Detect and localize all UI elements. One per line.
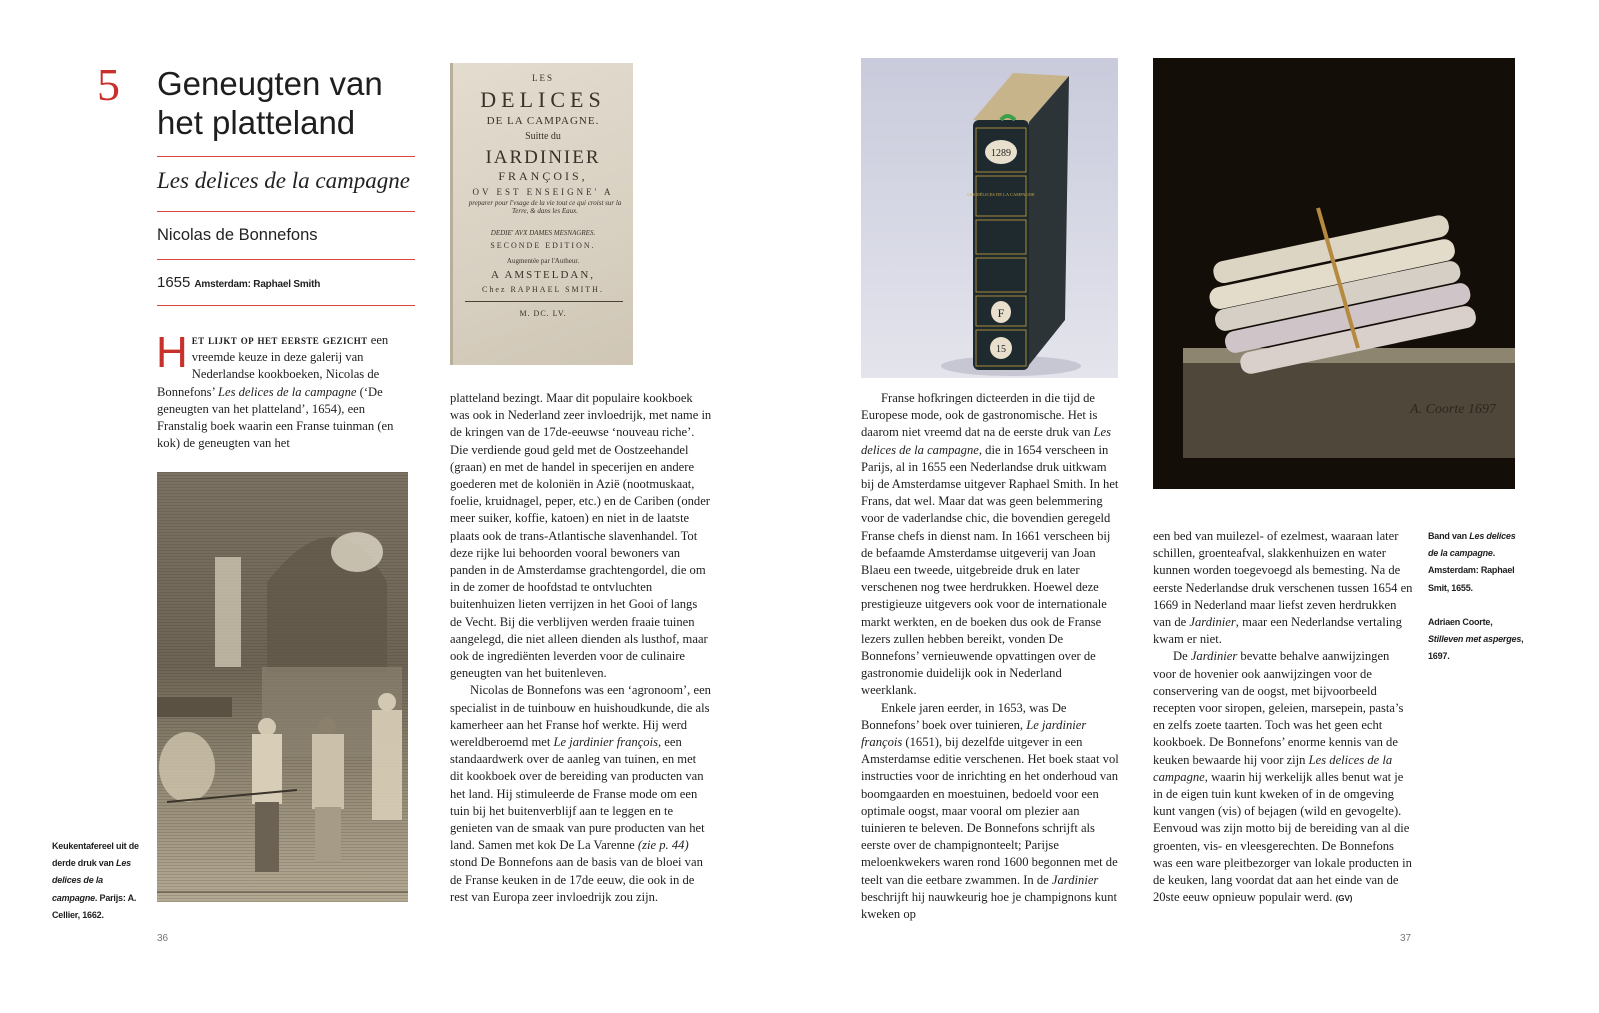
body-text: een vreemde keuze in deze galerij van Nederlandse kookboeken, Nicolas de Bonnefons’ [157,333,389,399]
author-initials: (GV) [1335,894,1353,904]
engraving-caption [52,838,147,924]
page-number-right: 37 [1400,933,1412,944]
chapter-number: 5 [97,59,120,110]
body-text: (1651), bij dezelfde uitgever in een Amsterdamse editie verschenen. Het boek staat vol instructies voor de inrichting en het onderhoud van boomgaarden en moestuinen, bedoeld voor een optimale oogst, maar vooral om plezier aan tuinieren te beleven. De Bonnefons schrijft als eerste over de champignonteelt; Parijse meloenkwekers waren rond 1600 begonnen met de teelt van die eetbare zwammen. In de [861,735,1119,887]
body-text: stond De Bonnefons aan de basis van de bloei van de Franse keuken in de 17de eeuw, die ook in de rest van Europa zeer invloedrijk zou zijn. [450,855,703,904]
body-text: Enkele jaren eerder, in 1653, was De Bonnefons’ boek over tuinieren, [861,700,1067,732]
title-page-image [450,63,633,365]
body-text: Nicolas de Bonnefons was een ‘agronoom’, een specialist in de tuinbouw en huishoudkunde, die als kamerheer aan het Franse hof werkte. Hij werd wereldberoemd met [450,683,711,750]
body-text: beschrijft hij nauwkeurig hoe je champignons kunt kweken op [861,889,1118,922]
body-text: , een standaardwerk over de aanleg van tuinen, en met dit kookboek over de bereiding van producten van het land. Hij stimuleerde de Franse mode om een tuin bij het buitenverblijf aan te leggen en te genieten van de smaak van pure producten van het land. Samen met kok De La Varenne [450,735,705,853]
body-column-4 [1153,528,1413,907]
binding-caption [1428,528,1523,597]
caption-text: Keukentafereel uit de derde druk van [52,841,139,869]
book-author: Nicolas de Bonnefons [157,226,318,244]
body-paragraph [861,390,1119,700]
title-page-line: DEDIE' AVX DAMES MESNAGRES. [490,229,596,237]
title-page-line: A AMSTELDAN, [490,269,596,281]
book-title-italic: Jardinier [1051,872,1099,887]
title-page-line: DE LA CAMPAGNE. [486,115,600,127]
publication-info [157,274,320,292]
spine-label: 15 [996,344,1006,355]
kitchen-engraving-image [157,472,408,902]
body-paragraph [1153,528,1413,648]
page-number-left: 36 [157,933,169,944]
body-paragraph [861,700,1119,924]
book-title-italic: Le jardinier françois [861,717,1087,750]
publisher: Amsterdam: Raphael Smith [194,279,321,290]
divider-rule [157,259,415,260]
body-text: een bed van muilezel- of ezelmest, waaraan later schillen, groenteafval, slakkenhuizen en water kunnen worden toegevoegd als bemesting. Na de eerste Nederlandse druk verschenen tussen 1654 en 1669 in Nederland maar liefst zeven herdrukken van de [1153,529,1413,630]
book-spine-illustration [861,58,1118,378]
title-page-line: M. DC. LV. [519,309,567,318]
book-title-italic: Jardinier [1190,649,1238,664]
title-page-line: Augmentée par l'Autheur. [506,257,580,265]
publication-year: 1655 [157,274,191,291]
divider-rule [157,305,415,306]
caption-italic: Les delices de la campagne [1428,531,1516,559]
book-title-italic: Jardinier [1189,615,1236,630]
title-page-line: DELICES [480,87,606,112]
chapter-title: Geneugten van het platteland [157,65,383,141]
title-page-line: LES [531,73,554,83]
engraving-illustration [157,472,408,902]
book-title-italic: Les delices de la campagne [1153,752,1393,784]
title-page-line: SECONDE EDITION. [490,241,596,250]
caption-text: . Parijs: A. Cellier, 1662. [52,892,137,920]
asparagus-painting [1153,58,1515,489]
drop-cap: H [156,328,188,377]
still-life-illustration [1153,58,1515,489]
book-title-italic: Les delices de la campagne [861,425,1112,457]
title-page-line: Chez RAPHAEL SMITH. [482,285,604,294]
body-text: De [1173,649,1191,664]
body-text: Franse hofkringen dicteerden in die tijd de Europese mode, ook de gastronomische. Het is daarom niet vreemd dat na de eerste druk van [861,391,1098,440]
caption-text: Adriaen Coorte, [1428,617,1493,627]
title-page-line: preparer pour l'vsage de la vie tout ce qui croist sur la Terre, & dans les Eaux. [468,199,622,215]
caption-italic: Stilleven met asperges [1428,634,1522,645]
body-column-2 [450,390,712,906]
book-title-italic: Les delices de la campagne [217,384,357,399]
body-column-3 [861,390,1119,923]
body-text: , waarin hij werkelijk alles benut wat je in de eigen tuin kunt kweken of in de omgeving kunt vangen (vis) of bejagen (wild en gevogelte). Eenvoud was zijn motto bij de bereiding van al die groenten, vis- en vleesgerechten. De Bonnefons was een ware pleitbezorger van lokale producten in de keuken, lang voordat dat aan het einde van de 20ste eeuw opnieuw populair werd. [1153,769,1412,905]
divider-rule [157,156,415,157]
book-title: Les delices de la campagne [157,168,410,193]
spine-label: 1289 [991,148,1011,159]
spine-label: F [997,306,1005,320]
title-page-line: FRANÇOIS, [498,169,588,183]
body-text: , maar een Nederlandse vertaling kwam er niet. [1153,615,1402,647]
body-text: (‘De geneugten van het platteland’, 1654), een Franstalig boek waarin een Franse tuinman (en kok) de geneugten van het [157,384,394,451]
title-page-line: Suitte du [525,131,561,142]
spine-title: LES DÉLICES DE LA CAMPAGNE [967,192,1035,197]
title-page-rule [465,301,623,302]
caption-text: , 1697. [1428,634,1524,662]
cross-reference: (zie p. 44) [637,838,689,853]
caption-text: . Amsterdam: Raphael Smit, 1655. [1428,548,1515,593]
title-page-line: IARDINIER [485,147,601,168]
intro-paragraph [156,328,415,452]
divider-rule [157,211,415,212]
caption-text: Band van [1428,531,1470,541]
body-paragraph: platteland bezingt. Maar dit populaire kookboek was ook in Nederland zeer invloedrijk, met name in de kringen van de 17de-eeuwse ‘nouveau riche’. Die verdiende goud geld met de Oostzeehandel (graan) en met de handel in specerijen en andere goederen met de koloniën in Azië (nootmuskaat, foelie, kruidnagel, peper, etc.) en de Cariben (onder meer suiker, koffie, katoen) en niet in de laatste plaats ook de trans-Atlantische slavenhandel. Tot deze rijke lui behoorden vooral bewoners van panden in de Amsterdamse grachtengordel, die om in de zomer de hoofdstad te ontvluchten buitenhuizen lieten verrijzen in het Gooi of langs de Vecht. Bij die verblijven werden fraaie tuinen aangelegd, die niet alleen dienden als lusthof, maar ook de ingrediënten leverden voor de culinaire geneugten van het buitenleven. [450,391,712,681]
painting-caption [1428,614,1528,666]
body-text: bevatte behalve aanwijzingen voor de hovenier ook aanwijzingen voor de conservering van de oogst, met bijvoorbeeld recepten voor siropen, geleien, marsepein, pasta’s en zelfs zoete taarten. Toch was het geen echt kookboek. De Bonnefons’ enorme kennis van de keuken bewaarde hij voor zijn [1153,649,1404,767]
body-paragraph [450,682,712,906]
title-page-line: OV EST ENSEIGNE' A [472,187,614,197]
caption-italic: Les delices de la campagne [52,858,131,903]
book-binding-photo [861,58,1118,378]
painting-signature: A. Coorte 1697 [1410,402,1496,417]
lead-in-caps: et lijkt op het eerste gezicht [191,333,368,347]
body-text: , die in 1654 verscheen in Parijs, al in 1655 een Nederlandse druk uitkwam bij de Amsterdamse uitgever Raphael Smith. In het Frans, dat wel. Maar dat was geen belemmering voor de vaderlandse chic, die bovendien geregeld Franse chefs in dienst nam. In 1661 verscheen bij de befaamde Amsterdamse uitgeverij van Joan Blaeu een tweede, uitgebreide druk en later verschenen nog twee herdrukken. Hoewel deze prestigieuze uitgevers ook voor de internationale markt werkten, en de boeken dus ook de Franse lezers zullen hebben bereikt, vonden De Bonnefons’ vernieuwende opvattingen over de gastronomie duidelijk ook in Nederland weerklank. [861,442,1119,698]
book-title-italic: Le jardinier françois [553,735,658,750]
body-paragraph [1153,648,1413,907]
